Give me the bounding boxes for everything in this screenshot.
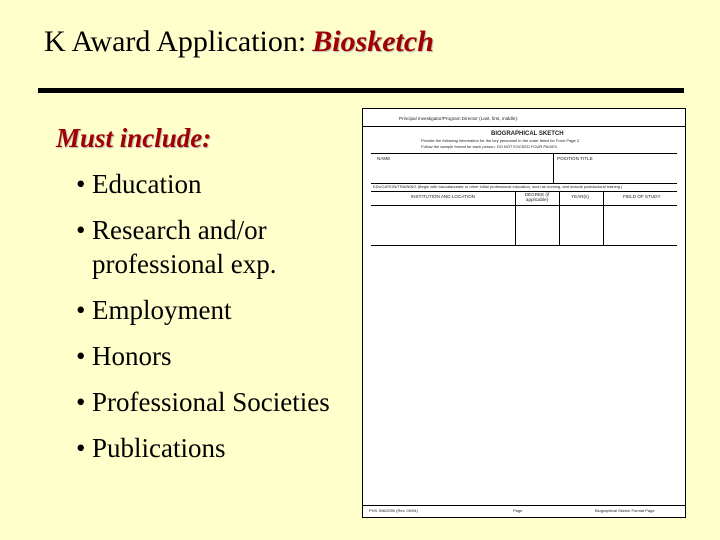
form-heading: BIOGRAPHICAL SKETCH bbox=[491, 131, 564, 137]
bullet-item: • Research and/or professional exp. bbox=[76, 215, 277, 279]
title-main: K Award Application: bbox=[44, 25, 307, 58]
bullet-item: • Honors bbox=[76, 341, 172, 371]
form-footer-mid: Page bbox=[513, 508, 523, 513]
title-accent: Biosketch bbox=[312, 25, 434, 58]
form-education-label: EDUCATION/TRAINING (Begin with baccalaureate or other initial professional education, such as nursing, and include postdoctoral training.) bbox=[373, 184, 623, 189]
biosketch-form-image bbox=[362, 108, 686, 518]
form-instruction-1: Provide the following information for the key personnel in the order listed for Form Page 2. bbox=[421, 138, 581, 143]
form-col-degree: DEGREE (if applicable) bbox=[524, 192, 550, 202]
form-col-institution: INSTITUTION AND LOCATION bbox=[411, 194, 475, 199]
form-footer-left: PHS 398/2590 (Rev. 09/04) bbox=[369, 508, 418, 513]
bullet-item: • Publications bbox=[76, 433, 226, 463]
form-instruction-2: Follow the sample format for each person. DO NOT EXCEED FOUR PAGES. bbox=[421, 144, 559, 149]
title-rule bbox=[38, 88, 684, 93]
form-position-label: POSITION TITLE bbox=[557, 156, 593, 161]
form-col-field: FIELD OF STUDY bbox=[623, 194, 661, 199]
form-col-years: YEAR(s) bbox=[571, 194, 589, 199]
subhead: Must include: bbox=[56, 123, 212, 153]
bullet-item: • Professional Societies bbox=[76, 387, 330, 417]
bullet-list bbox=[76, 167, 361, 477]
bullet-item: • Education bbox=[76, 169, 202, 199]
form-top-line: Principal Investigator/Program Director (Last, first, middle): bbox=[399, 116, 519, 121]
form-footer-right: Biographical Sketch Format Page bbox=[595, 508, 655, 513]
bullet-item: • Employment bbox=[76, 295, 232, 325]
slide-title bbox=[44, 24, 434, 60]
form-name-label: NAME bbox=[377, 156, 391, 161]
